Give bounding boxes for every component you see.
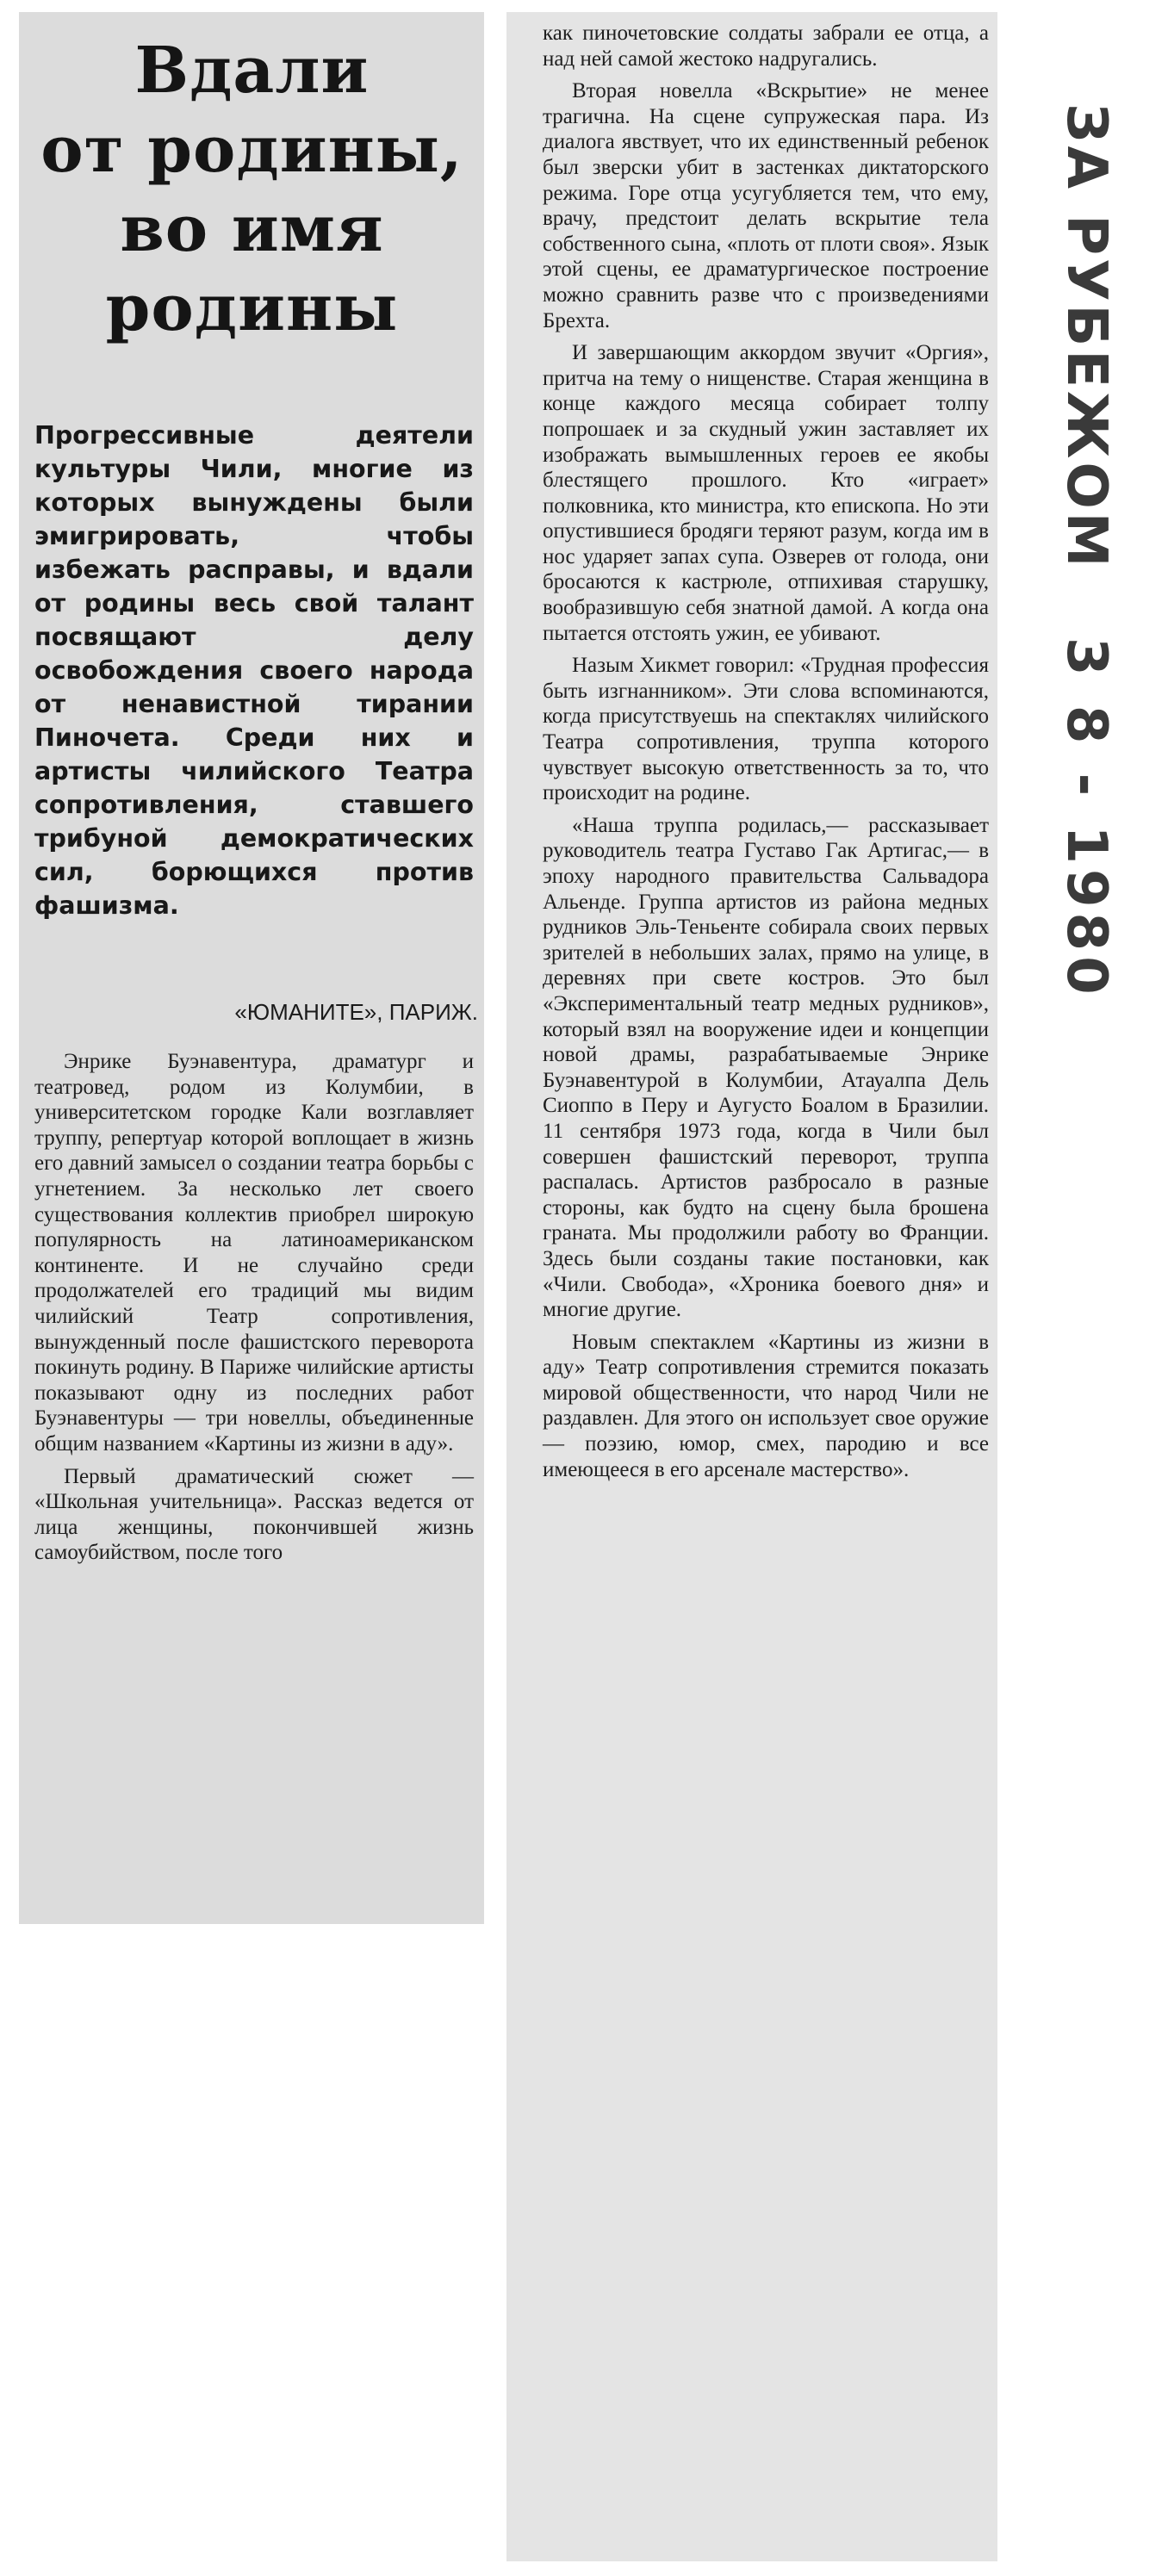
paragraph: Первый драматический сюжет — «Школьная учительница». Рассказ ведется от лица женщины, покончившей жизнь самоубийством, после того — [34, 1464, 474, 1565]
article-column-left — [34, 1049, 474, 1573]
paragraph: Вторая новелла «Вскрытие» не менее трагична. На сцене супружеская пара. Из диалога явствует, что их единственный ребенок был зверски убит в застенках диктаторского режима. Горе отца усугубляется тем, что ему, врачу, предстоит делать вскрытие тела собственного сына, «плоть от плоти своя». Язык этой сцены, ее драматургическое построение можно сравнить разве что с произведениями Брехта. — [543, 79, 989, 332]
article-source: «ЮМАНИТЕ», ПАРИЖ. — [234, 999, 478, 1025]
margin-stamp — [1023, 103, 1135, 1051]
paragraph: Новым спектаклем «Картины из жизни в аду» Театр сопротивления стремится показать мировой общественности, что народ Чили не раздавлен. Для этого он использует свое оружие — поэзию, юмор, смех, пародию и все имеющееся в его арсенале мастерство». — [543, 1330, 989, 1481]
paragraph-continuation: как пиночетовские солдаты забрали ее отца, а над ней самой жестоко надругались. — [543, 22, 989, 71]
headline-line-2: от родины, — [40, 113, 463, 187]
paragraph: Энрике Буэнавентура, драматург и театровед, родом из Колумбии, в университетском городке Кали возглавляет труппу, репертуар которой воплощает в жизнь его давний замысел о создании театра борьбы с угнетением. За несколько лет своего существования коллектив приобрел широкую популярность на латиноамериканском континенте. И не случайно среди продолжателей его традиций мы видим чилийский Театр сопротивления, вынужденный после фашистского переворота покинуть родину. В Париже чилийские артисты показывают одну из последних работ Буэнавентуры — три новеллы, объединенные общим названием «Картины из жизни в аду». — [34, 1050, 474, 1456]
article-headline — [26, 31, 478, 348]
headline-line-4: родины — [105, 271, 399, 345]
headline-line-3: во имя — [120, 192, 384, 266]
paragraph: «Наша труппа родилась,— рассказывает руководитель театра Густаво Гак Артигас,— в эпоху народного правительства Сальвадора Альенде. Группа артистов из района медных рудников Эль-Теньенте собирала своих первых зрителей в небольших залах, прямо на улице, в деревнях при свете костров. Это был «Экспериментальный театр медных рудников», который взял на вооружение идеи и концепции новой драмы, разрабатываемые Энрике Буэнавентурой в Колумбии, Атауалпа Дель Сиоппо в Перу и Аугусто Боалом в Бразилии. 11 сентября 1973 года, когда в Чили был совершен фашистский переворот, труппа распалась. Артистов разбросало в разные стороны, как будто на сцену была брошена граната. Мы продолжили работу во Франции. Здесь были созданы такие постановки, как «Чили. Свобода», «Хроника боевого дня» и многие другие. — [543, 813, 989, 1322]
headline-line-1: Вдали — [134, 34, 370, 108]
stamp-date: 3 8 - 1980 — [1054, 637, 1118, 1000]
stamp-header: ЗА РУБЕЖОМ — [1054, 103, 1118, 571]
paragraph: Назым Хикмет говорил: «Трудная профессия быть изгнанником». Эти слова вспоминаются, когда присутствуешь на спектаклях чилийского Театра сопротивления, труппа которого чувствует высокую ответственность за то, что происходит на родине. — [543, 654, 989, 805]
paragraph: И завершающим аккордом звучит «Оргия», притча на тему о нищенстве. Старая женщина в конце каждого месяца собирает толпу попрошаек и за скудный ужин заставляет их изображать вымышленных героев ее якобы блестящего прошлого. Кто «играет» полковника, кто министра, кто епископа. Но эти опустившиеся бродяги теряют разум, когда им в нос ударяет запах супа. Озверев от голода, они бросаются к кастрюле, отпихивая старушку, вообразившую себя знатной дамой. А когда она пытается отстоять ужин, ее убивают. — [543, 341, 989, 645]
article-column-right — [543, 21, 989, 1489]
article-lead: Прогрессивные деятели культуры Чили, многие из которых вынуждены были эмигрировать, чтобы избежать расправы, и вдали от родины весь свой талант посвящают делу освобождения своего народа от ненавистной тирании Пиночета. Среди них и артисты чилийского Театра сопротивления, ставшего трибуной демократических сил, борющихся против фашизма. — [34, 421, 474, 920]
